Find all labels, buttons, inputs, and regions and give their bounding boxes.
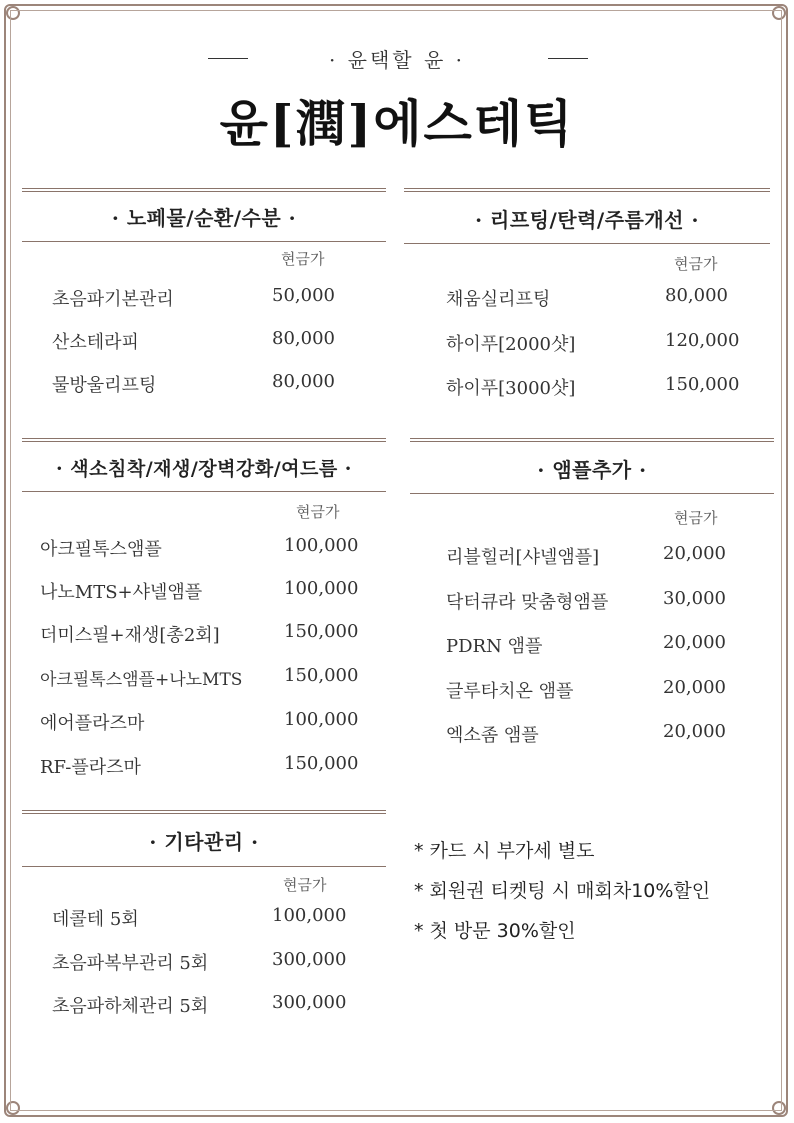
item-price: 100,000 xyxy=(284,535,359,556)
page-title: 윤[潤]에스테틱 xyxy=(219,94,575,153)
item-price: 20,000 xyxy=(663,677,726,698)
price-header: 현금가 xyxy=(296,503,340,521)
item-name: 아크필톡스앰플 xyxy=(40,539,162,560)
item-name: 하이푸[2000샷] xyxy=(446,334,576,355)
note-first-visit-discount: * 첫 방문 30%할인 xyxy=(414,920,576,942)
item-price: 150,000 xyxy=(665,374,740,395)
section-lifting xyxy=(404,188,770,244)
section-title: · 리프팅/탄력/주름개선 · xyxy=(475,208,699,232)
note-card-vat: * 카드 시 부가세 별도 xyxy=(414,840,595,862)
item-name: 초음파하체관리 5회 xyxy=(52,996,209,1017)
price-header: 현금가 xyxy=(674,509,718,527)
item-price: 300,000 xyxy=(272,949,347,970)
item-price: 150,000 xyxy=(284,753,359,774)
item-name: 초음파기본관리 xyxy=(52,289,174,310)
item-price: 100,000 xyxy=(272,905,347,926)
price-header: 현금가 xyxy=(674,255,718,273)
item-price: 20,000 xyxy=(663,543,726,564)
item-price: 30,000 xyxy=(663,588,726,609)
section-cleansing xyxy=(22,188,386,242)
note-membership-discount: * 회원권 티켓팅 시 매회차10%할인 xyxy=(414,880,711,902)
item-price: 150,000 xyxy=(284,665,359,686)
subtitle: · 윤택할 윤 · xyxy=(328,48,466,72)
item-price: 20,000 xyxy=(663,632,726,653)
item-name: 글루타치온 앰플 xyxy=(446,681,574,702)
item-name: 데콜테 5회 xyxy=(52,909,139,930)
section-underline xyxy=(22,241,386,242)
subtitle-wrap xyxy=(0,44,794,73)
item-price: 100,000 xyxy=(284,578,359,599)
item-price: 100,000 xyxy=(284,709,359,730)
item-name: 산소테라피 xyxy=(52,332,139,353)
section-underline xyxy=(410,493,774,494)
price-header: 현금가 xyxy=(283,876,327,894)
item-name: 더미스필+재생[총2회] xyxy=(40,625,220,646)
item-name: RF-플라즈마 xyxy=(40,757,141,778)
section-underline xyxy=(404,243,770,244)
item-price: 150,000 xyxy=(284,621,359,642)
item-price: 50,000 xyxy=(272,285,335,306)
item-name: 닥터큐라 맞춤형앰플 xyxy=(446,592,609,613)
section-pigmentation xyxy=(22,438,386,492)
item-name: 리블힐러[샤넬앰플] xyxy=(446,547,600,568)
item-name: 아크필톡스앰플+나노MTS xyxy=(40,670,243,690)
section-ampoule xyxy=(410,438,774,494)
section-double-rule xyxy=(410,438,774,442)
item-price: 300,000 xyxy=(272,992,347,1013)
section-title: · 색소침착/재생/장벽강화/여드름 · xyxy=(56,458,352,480)
price-header: 현금가 xyxy=(281,250,325,268)
section-title: · 기타관리 · xyxy=(149,830,259,854)
section-double-rule xyxy=(22,810,386,814)
item-name: 엑소좀 앰플 xyxy=(446,725,539,746)
section-underline xyxy=(22,491,386,492)
item-name: 하이푸[3000샷] xyxy=(446,378,576,399)
item-name: PDRN 앰플 xyxy=(446,636,543,657)
item-price: 120,000 xyxy=(665,330,740,351)
item-price: 80,000 xyxy=(272,328,335,349)
item-name: 에어플라즈마 xyxy=(40,713,145,734)
section-underline xyxy=(22,866,386,867)
item-name: 물방울리프팅 xyxy=(52,375,157,396)
item-price: 80,000 xyxy=(665,285,728,306)
item-price: 20,000 xyxy=(663,721,726,742)
item-price: 80,000 xyxy=(272,371,335,392)
item-name: 나노MTS+샤넬앰플 xyxy=(40,582,203,603)
item-name: 채움실리프팅 xyxy=(446,289,551,310)
section-title: · 앰플추가 · xyxy=(537,458,647,482)
section-double-rule xyxy=(22,188,386,192)
section-double-rule xyxy=(404,188,770,192)
section-double-rule xyxy=(22,438,386,442)
section-title: · 노페물/순환/수분 · xyxy=(111,206,297,230)
section-etc xyxy=(22,810,386,867)
item-name: 초음파복부관리 5회 xyxy=(52,953,209,974)
